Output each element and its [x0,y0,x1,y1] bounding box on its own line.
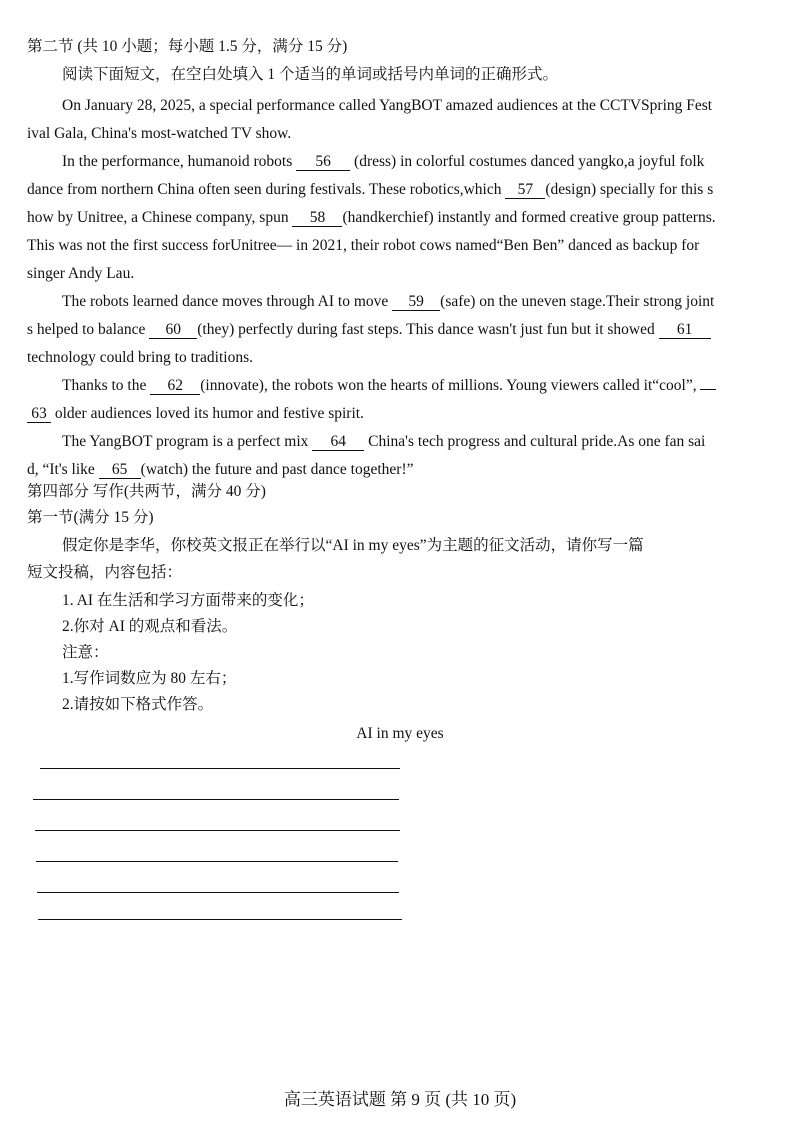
passage-text: s helped to balance [27,321,150,338]
passage-text: (dress) in colorful costumes danced yangko,a joyful folk [350,153,705,170]
passage-text: (innovate), the robots won the hearts of millions. Young viewers called it“cool”, [200,377,701,394]
answer-blank-65[interactable]: 65 [99,461,141,479]
passage-text: dance from northern China often seen during festivals. These robotics,which [27,181,506,198]
writing-prompt: 短文投稿，内容包括： [27,564,183,581]
passage-text: In the performance, humanoid robots [62,153,297,170]
passage-text: (design) specially for this s [545,181,714,198]
page-footer: 高三英语试题 第 9 页 (共 10 页) [283,1090,517,1109]
passage-text: (watch) the future and past dance together!” [140,461,414,478]
passage-text: (safe) on the uneven stage.Their strong joint [440,293,715,310]
note-label: 注意： [62,644,109,661]
essay-title: AI in my eyes [356,725,444,742]
passage-text: Thanks to the [62,377,151,394]
passage-text: d, “It's like [27,461,99,478]
writing-line[interactable] [33,799,399,800]
passage-line [27,320,711,340]
passage-line: ival Gala, China's most-watched TV show. [27,125,292,142]
note-item: 2.请按如下格式作答。 [62,696,214,713]
answer-blank-60[interactable]: 60 [149,321,197,339]
passage-line [27,404,364,424]
section-heading: 第一节(满分 15 分) [27,509,154,526]
answer-blank-59[interactable]: 59 [392,293,440,311]
writing-line[interactable] [35,830,400,831]
answer-blank-63[interactable]: 63 [27,405,51,423]
answer-blank-61[interactable]: 61 [659,321,711,339]
answer-blank-63-lead [700,389,716,390]
answer-blank-62[interactable]: 62 [150,377,200,395]
passage-text: (they) perfectly during fast steps. This dance wasn't just fun but it showed [197,321,659,338]
note-item: 1.写作词数应为 80 左右； [62,670,237,687]
passage-line [27,180,713,200]
passage-text: The robots learned dance moves through AI to move [62,293,393,310]
passage-text: older audiences loved its humor and festive spirit. [51,405,364,422]
writing-prompt: 假定你是李华，你校英文报正在举行以“AI in my eyes”为主题的征文活动，请你写一篇 [62,537,644,554]
prompt-item: 2.你对 AI 的观点和看法。 [62,618,238,635]
answer-blank-56[interactable]: 56 [296,153,350,171]
passage-line [27,208,716,228]
passage-line: On January 28, 2025, a special performance called YangBOT amazed audiences at the CCTVSpring Fest [62,97,713,114]
passage-text: China's tech progress and cultural pride.As one fan sai [364,433,706,450]
answer-blank-57[interactable]: 57 [505,181,545,199]
passage-line: technology could bring to traditions. [27,349,254,366]
passage-line [62,376,716,396]
writing-line[interactable] [38,919,402,920]
writing-line[interactable] [40,768,400,769]
passage-line: singer Andy Lau. [27,265,135,282]
writing-line[interactable] [37,892,399,893]
prompt-item: 1. AI 在生活和学习方面带来的变化； [62,592,314,609]
passage-line [27,460,414,480]
passage-text: (handkerchief) instantly and formed creative group patterns. [342,209,716,226]
answer-blank-64[interactable]: 64 [312,433,364,451]
passage-text: how by Unitree, a Chinese company, spun [27,209,293,226]
passage-line: This was not the first success forUnitree— in 2021, their robot cows named“Ben Ben” danced as backup for [27,237,700,254]
writing-line[interactable] [36,861,398,862]
passage-text: The YangBOT program is a perfect mix [62,433,313,450]
section-instruction: 阅读下面短文，在空白处填入 1 个适当的单词或括号内单词的正确形式。 [62,66,559,83]
answer-blank-58[interactable]: 58 [292,209,342,227]
passage-line [62,292,714,312]
section-heading: 第二节 (共 10 小题；每小题 1.5 分，满分 15 分) [27,38,348,55]
passage-line [62,432,705,452]
passage-line [62,152,704,172]
part-heading: 第四部分 写作(共两节，满分 40 分) [27,483,266,500]
